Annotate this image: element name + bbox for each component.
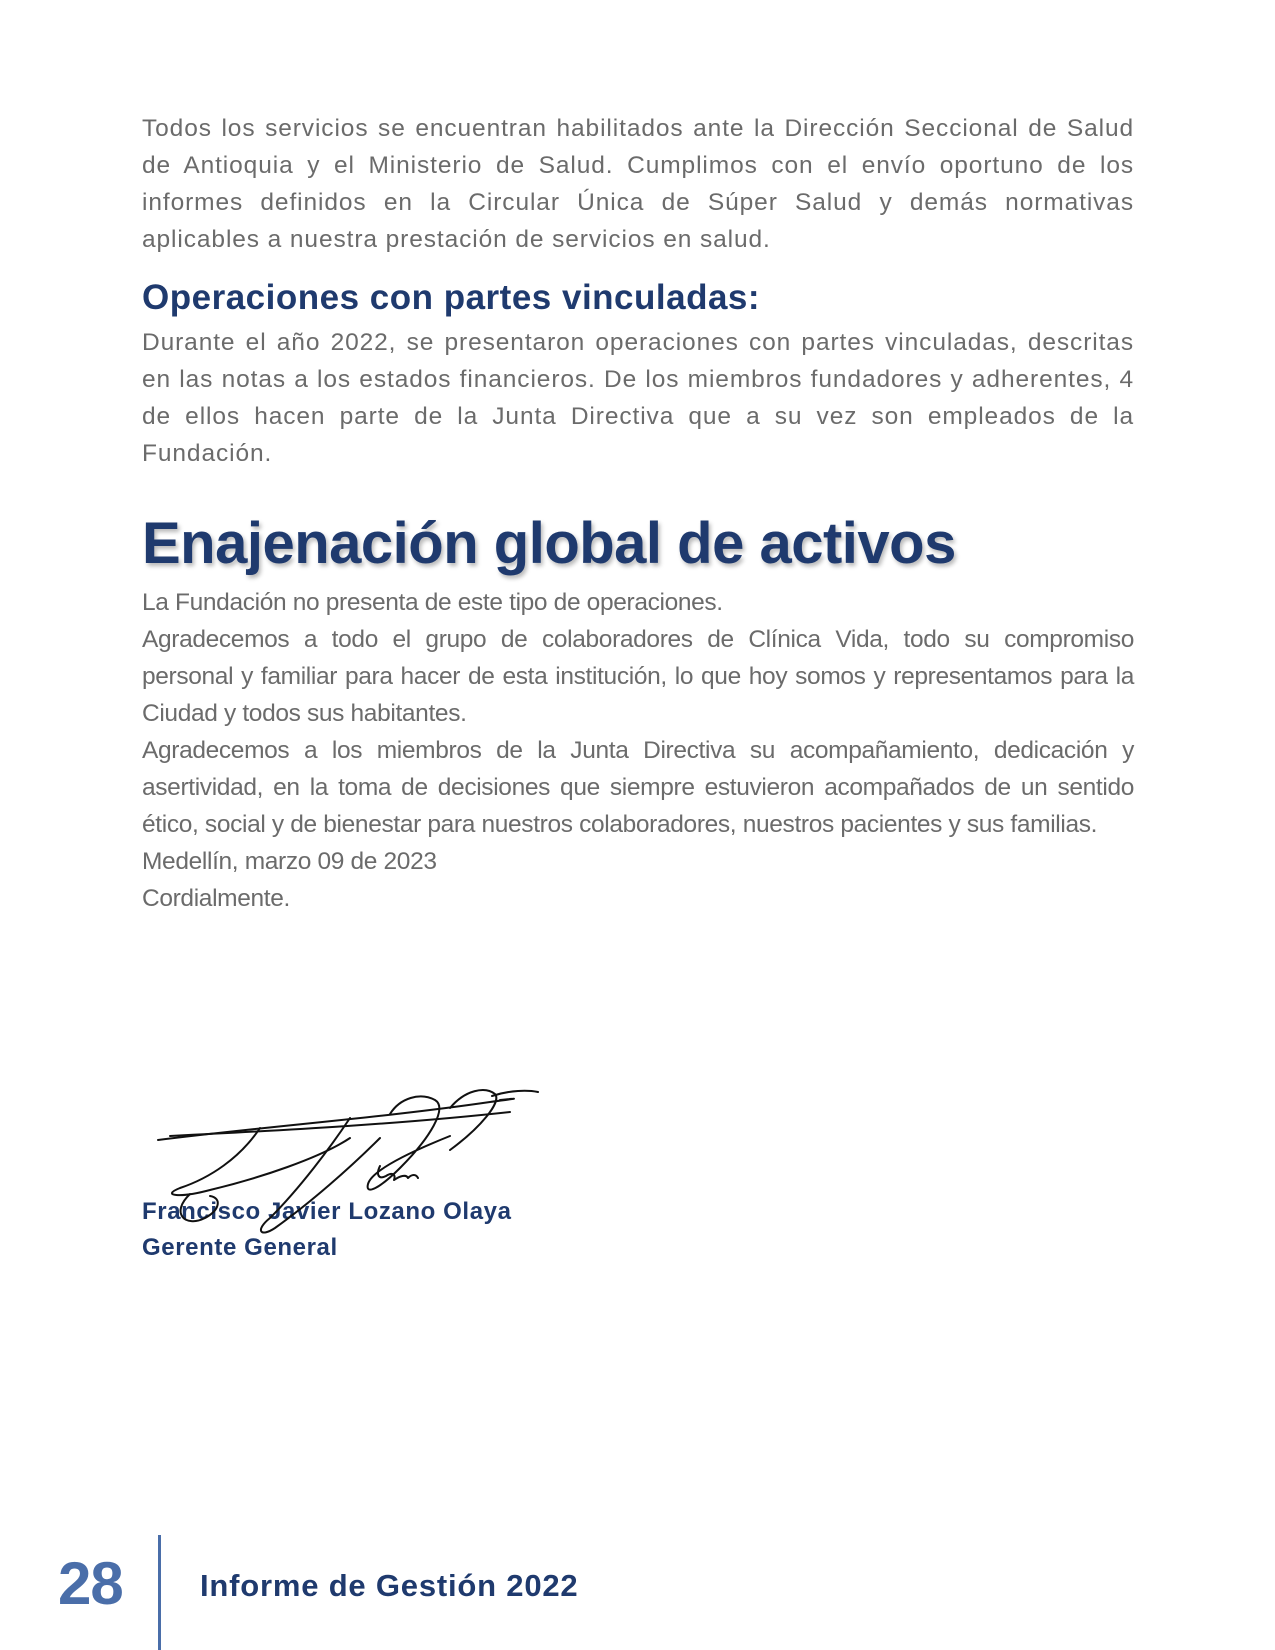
place-date: Medellín, marzo 09 de 2023 (142, 848, 437, 875)
signer-name: Francisco Javier Lozano Olaya (142, 1198, 512, 1225)
asset-sale-heading: Enajenación global de activos (142, 511, 956, 576)
handwritten-signature (150, 1078, 660, 1278)
page-number: 28 (58, 1550, 123, 1617)
main-content (142, 110, 1134, 917)
asset-sale-paragraph: La Fundación no presenta de este tipo de operaciones. (142, 589, 723, 616)
signature-block (142, 1070, 662, 1270)
footer-divider (158, 1535, 161, 1650)
intro-paragraph: Todos los servicios se encuentran habilitados ante la Dirección Seccional de Salud de Antioquia y el Ministerio de Salud. Cumplimos con el envío oportuno de los informes definidos en la Circular Única de Súper Salud y demás normativas aplicables a nuestra prestación de servicios en salud. (142, 115, 1134, 253)
signer-role: Gerente General (142, 1234, 338, 1261)
related-parties-heading: Operaciones con partes vinculadas: (142, 278, 761, 317)
thanks-staff-paragraph: Agradecemos a todo el grupo de colaboradores de Clínica Vida, todo su compromiso personal y familiar para hacer de esta institución, lo que hoy somos y representamos para la Ciudad y todos sus habitantes. (142, 626, 1134, 727)
related-parties-paragraph: Durante el año 2022, se presentaron operaciones con partes vinculadas, descritas en las notas a los estados financieros. De los miembros fundadores y adherentes, 4 de ellos hacen parte de la Junta Directiva que a su vez son empleados de la Fundación. (142, 329, 1134, 467)
thanks-board-paragraph: Agradecemos a los miembros de la Junta Directiva su acompañamiento, dedicación y asertividad, en la toma de decisiones que siempre estuvieron acompañados de un sentido ético, social y de bienestar para nuestros colaboradores, nuestros pacientes y sus familias. (142, 737, 1134, 838)
footer-title: Informe de Gestión 2022 (200, 1568, 579, 1603)
closing-salutation: Cordialmente. (142, 885, 290, 912)
